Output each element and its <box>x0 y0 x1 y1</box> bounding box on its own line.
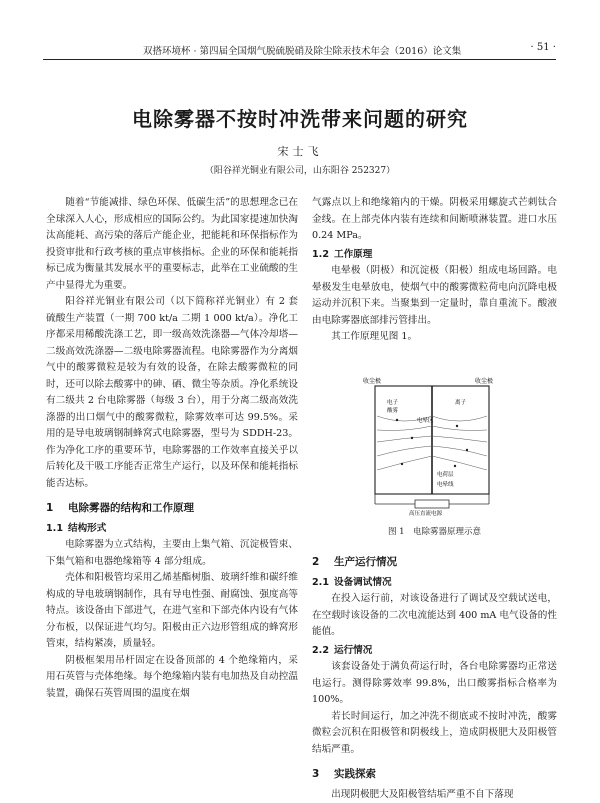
section-1-2-heading <box>312 247 557 264</box>
label-collector-right: 收尘极 <box>475 377 493 385</box>
section-2-2-heading <box>312 643 557 660</box>
section-1-heading <box>46 500 298 517</box>
section-number: 3 <box>312 766 334 783</box>
intro-paragraph-1: 随着“节能减排、绿色环保、低碳生活”的思想理念已在全球深入人心，形成相应的国际公约。为此国家提速加快淘汰高能耗、高污染的落后产能企业，把能耗和环保指标作为投资审批和行政考核的重点审核指标。企业的环保和能耗指标已成为衡量其发展水平的重要标志，此举在工业硫酸的生产中显得尤为重要。 <box>46 195 298 294</box>
section-title: 结构形式 <box>68 523 106 534</box>
power-source <box>415 500 449 508</box>
intro-paragraph-2: 阳谷祥光铜业有限公司（以下简称祥光铜业）有 2 套硫酸生产装置（一期 700 kt/a 二期 1 000 kt/a）。净化工序都采用稀酸洗涤工艺，即一级高效洗涤器—气体冷却塔—二级高效洗涤器—二级电除雾器流程。电除雾器作为分离烟气中的酸雾微粒是较为有效的设备，在除去酸雾微粒的同时，还可以除去酸雾中的砷、硒、微尘等杂质。净化系统设有二级共 2 台电除雾器（每级 3 台），用于分离二级高效洗涤器的出口烟气中的酸雾微粒，除雾效率可达 99.5%。采用的是导电玻璃钢制蜂窝式电除雾器，型号为 SDDH-23。作为净化工序的重要环节，电除雾器的工作效率直接关乎以后转化及干吸工序能否正常生产运行，以及环保和能耗指标能否达标。 <box>46 294 298 492</box>
section-1-1-heading <box>46 521 298 538</box>
running-header: 双搭环境杯 · 第四届全国烟气脱硫脱硝及除尘除汞技术年会（2016）论文集 <box>143 43 563 57</box>
label-electron: 电子 <box>387 398 399 406</box>
section-number: 2 <box>312 554 334 571</box>
section-title: 电除雾器的结构和工作原理 <box>68 502 194 514</box>
section-title: 设备调试情况 <box>334 577 392 588</box>
right-column-top <box>312 195 557 346</box>
label-mist: 酸雾 <box>387 406 399 414</box>
section-number: 1.1 <box>46 521 68 538</box>
label-power: 高压直流电源 <box>409 509 443 516</box>
section-title: 运行情况 <box>334 645 372 656</box>
body-paragraph: 出现阴极肥大及阳极管结垢严重不自下落现 <box>312 787 557 803</box>
left-column <box>46 195 298 702</box>
figure-1-diagram <box>357 376 507 516</box>
section-title: 工作原理 <box>334 249 372 260</box>
section-number: 2.1 <box>312 575 334 592</box>
body-paragraph: 气露点以上和绝缘箱内的干燥。阴极采用螺旋式芒刺钛合金线。在上部壳体内装有连续和间断喷淋装置。进口水压 0.24 MPa。 <box>312 195 557 245</box>
figure-caption: 图 1 电除雾器原理示意 <box>312 525 557 537</box>
section-2-1-heading <box>312 575 557 592</box>
label-collector-left: 收尘极 <box>363 377 381 385</box>
paper-title: 电除雾器不按时冲洗带来问题的研究 <box>0 103 600 132</box>
section-3-heading <box>312 766 557 783</box>
body-paragraph: 壳体和阳极管均采用乙烯基酯树脂、玻璃纤维和碳纤维构成的导电玻璃钢制作，具有导电性强、耐腐蚀、强度高等特点。该设备由下部进气，在进气室和下部壳体内设有气体分布板，以保证进气均匀。阳极由正六边形管组成的蜂窝形管束，结构紧凑，质量轻。 <box>46 570 298 653</box>
label-ion: 离子 <box>455 398 467 406</box>
header-rule <box>43 59 556 60</box>
body-paragraph: 若长时间运行，加之冲洗不彻底或不按时冲洗，酸雾微粒会沉积在阳极管和阴极线上，造成阴极肥大及阳极管结垢严重。 <box>312 709 557 759</box>
body-paragraph: 电晕极（阴极）和沉淀极（阳极）组成电场回路。电晕极发生电晕放电，使烟气中的酸雾微粒荷电向沉降电极运动并沉积下来。当聚集到一定量时，靠自重流下。酸液由电除雾器底部排污管排出。 <box>312 263 557 329</box>
body-paragraph: 在投入运行前，对该设备进行了调试及空载试送电，在空载时该设备的二次电流能达到 400 mA 电气设备的性能值。 <box>312 591 557 641</box>
label-corona-region: 电晕区 <box>417 416 434 424</box>
body-paragraph: 阴极框架用吊杆固定在设备顶部的 4 个绝缘箱内，采用石英管与壳体绝缘。每个绝缘箱内装有电加热及自动控温装置，确保石英管周围的温度在烟 <box>46 653 298 703</box>
page-number: · 51 · <box>531 42 556 53</box>
right-column-bottom <box>312 546 557 803</box>
section-title: 生产运行情况 <box>334 556 397 568</box>
affiliation: （阳谷祥光铜业有限公司，山东阳谷 252327） <box>0 163 600 176</box>
section-title: 实践探索 <box>334 768 376 780</box>
body-paragraph: 电除雾器为立式结构，主要由上集气箱、沉淀极管束、下集气箱和电器绝缘箱等 4 部分组成。 <box>46 537 298 570</box>
section-number: 1 <box>46 500 68 517</box>
section-number: 2.2 <box>312 643 334 660</box>
body-paragraph: 该套设备处于满负荷运行时，各台电除雾器均正常送电运行。测得除雾效率 99.8%，出口酸雾指标合格率为 100%。 <box>312 659 557 709</box>
label-ion-layer: 电荷层 <box>437 470 454 478</box>
body-paragraph: 其工作原理见图 1。 <box>312 329 557 346</box>
section-number: 1.2 <box>312 247 334 264</box>
label-corona-wire: 电晕线 <box>437 480 454 488</box>
author: 宋士飞 <box>0 143 600 159</box>
section-2-heading <box>312 554 557 571</box>
